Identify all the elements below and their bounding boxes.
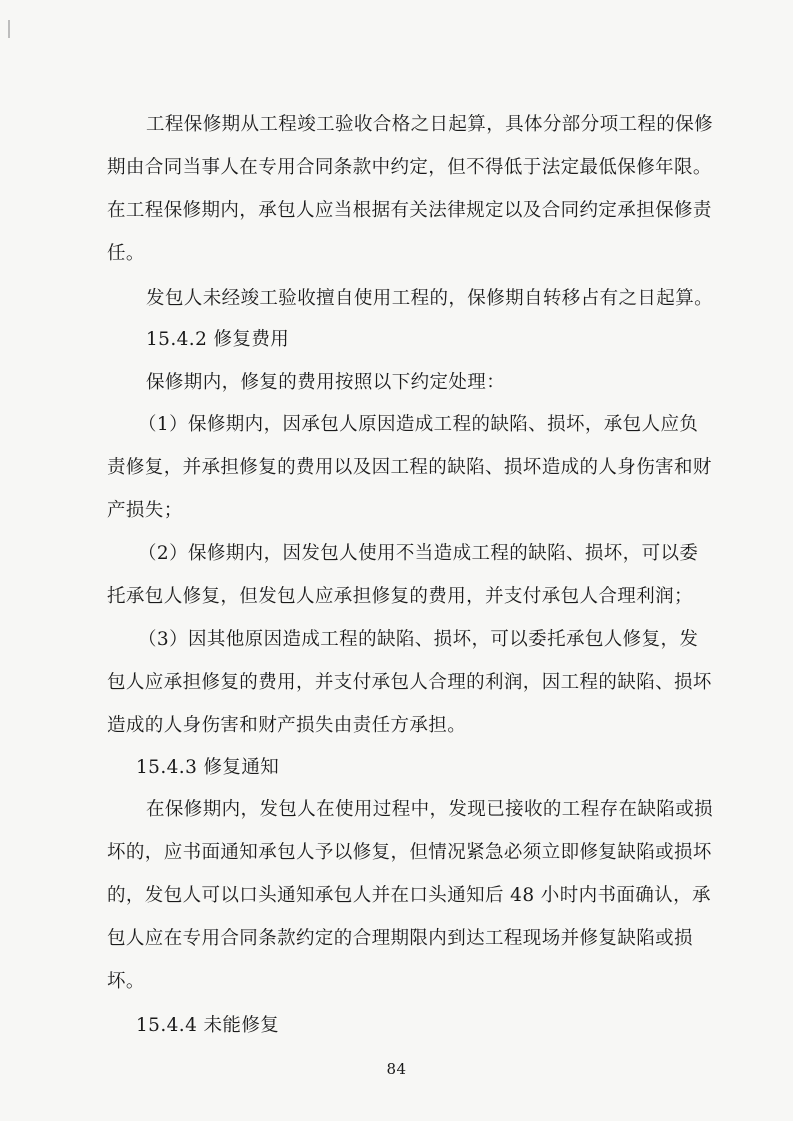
paragraph-1-line-4: 任。 [107,243,145,264]
paragraph-2: 发包人未经竣工验收擅自使用工程的，保修期自转移占有之日起算。 [146,288,714,309]
section-15-4-3-line-1: 在保修期内，发包人在使用过程中，发现已接收的工程存在缺陷或损 [146,799,714,820]
section-15-4-2-intro: 保修期内，修复的费用按照以下约定处理： [146,372,506,393]
page-number: 84 [386,1060,407,1078]
item-2-line-2: 托承包人修复，但发包人应承担修复的费用，并支付承包人合理利润； [107,586,693,607]
section-15-4-3-line-3: 的，发包人可以口头通知承包人并在口头通知后 48 小时内书面确认，承 [107,885,711,906]
paragraph-1-line-1: 工程保修期从工程竣工验收合格之日起算，具体分部分项工程的保修 [146,114,714,135]
section-15-4-4-heading: 15.4.4 未能修复 [136,1015,280,1036]
section-15-4-3-line-5: 坏。 [107,971,145,992]
section-15-4-3-line-2: 坏的，应书面通知承包人予以修复，但情况紧急必须立即修复缺陷或损坏 [107,842,712,863]
item-3-line-3: 造成的人身伤害和财产损失由责任方承担。 [107,715,467,736]
scan-margin-mark [8,20,10,38]
item-3-line-2: 包人应承担修复的费用，并支付承包人合理的利润，因工程的缺陷、损坏 [107,672,712,693]
item-1-line-1: （1）保修期内，因承包人原因造成工程的缺陷、损坏，承包人应负 [138,414,699,435]
item-3-line-1: （3）因其他原因造成工程的缺陷、损坏，可以委托承包人修复，发 [138,629,699,650]
section-15-4-3-heading: 15.4.3 修复通知 [136,757,280,778]
section-15-4-2-heading: 15.4.2 修复费用 [146,329,290,350]
paragraph-1-line-2: 期由合同当事人在专用合同条款中约定，但不得低于法定最低保修年限。 [107,157,712,178]
section-15-4-3-line-4: 包人应在专用合同条款约定的合理期限内到达工程现场并修复缺陷或损 [107,928,693,949]
item-2-line-1: （2）保修期内，因发包人使用不当造成工程的缺陷、损坏，可以委 [138,543,699,564]
paragraph-1-line-3: 在工程保修期内，承包人应当根据有关法律规定以及合同约定承担保修责 [107,200,712,221]
item-1-line-2: 责修复，并承担修复的费用以及因工程的缺陷、损坏造成的人身伤害和财 [107,457,712,478]
item-1-line-3: 产损失； [107,500,183,521]
